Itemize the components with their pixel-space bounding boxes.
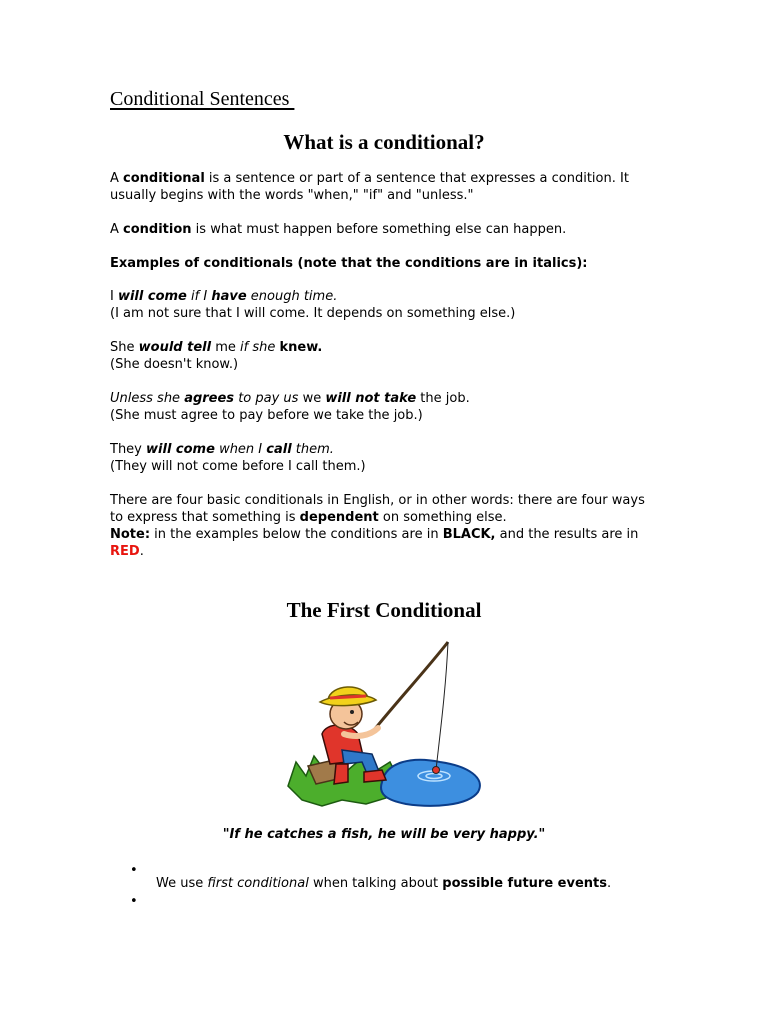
- example-4: They will come when I call them. (They will not come before I call them.): [110, 442, 366, 474]
- page-title: Conditional Sentences: [110, 88, 295, 110]
- illustration-caption: "If he catches a fish, he will be very happy.": [222, 827, 546, 842]
- examples-heading: Examples of conditionals (note that the conditions are in italics):: [110, 256, 588, 271]
- section-heading-what-is: What is a conditional?: [283, 130, 485, 154]
- paragraph-condition-definition: A condition is what must happen before something else can happen.: [110, 222, 567, 237]
- example-4-note: (They will not come before I call them.): [110, 459, 366, 474]
- note-label: Note:: [110, 527, 151, 542]
- term-conditional: conditional: [123, 171, 205, 186]
- boy-fishing-illustration: [282, 638, 486, 810]
- bullet-marker-2: •: [130, 894, 138, 909]
- bullet-text-first-conditional: We use first conditional when talking about possible future events.: [156, 876, 612, 891]
- bullet-marker-1: •: [130, 863, 138, 878]
- section-heading-first-conditional: The First Conditional: [286, 598, 482, 622]
- example-2: She would tell me if she knew. (She doesn't know.): [110, 340, 323, 372]
- example-1-note: (I am not sure that I will come. It depends on something else.): [110, 306, 516, 321]
- term-condition: condition: [123, 222, 192, 237]
- example-2-note: (She doesn't know.): [110, 357, 239, 372]
- paragraph-four-types: There are four basic conditionals in English, or in other words: there are four ways to express that something is dependent on something else. Note: in the examples below the conditions are in BLACK, and the results are in RED.: [110, 493, 645, 559]
- paragraph-conditional-definition: A conditional is a sentence or part of a sentence that expresses a condition. It usually begins with the words "when," "if" and "unless.": [110, 171, 629, 203]
- example-3: Unless she agrees to pay us we will not take the job. (She must agree to pay before we take the job.): [110, 391, 470, 423]
- red-label: RED: [110, 544, 140, 559]
- example-3-note: (She must agree to pay before we take the job.): [110, 408, 423, 423]
- example-1: I will come if I have enough time. (I am not sure that I will come. It depends on something else.): [110, 289, 516, 321]
